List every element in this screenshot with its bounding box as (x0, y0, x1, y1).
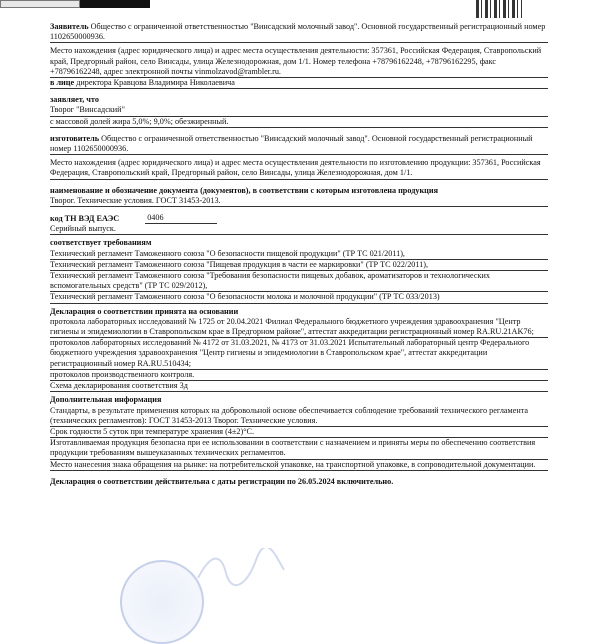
manufacturer-address (50, 158, 548, 179)
basis-item: протокола лабораторных исследований № 1725 от 20.04.2021 Филиал Федерального бюджетного учреждения здравоохранения "Центр гигиены и эпидемиологии в Ставропольском крае в Предгорном районе", аттестат аккредитации регистрационный номер RA.RU.21AK76; (50, 317, 548, 338)
additional-item: Стандарты, в результате применения которых на добровольной основе обеспечивается соблюдение требований технического регламента (технических регламентов): ГОСТ 31453-2013 Творог. Технические условия. (50, 406, 548, 427)
requirement-item: Технический регламент Таможенного союза "Пищевая продукция в части ее маркировки" (ТР ТС 022/2011), (50, 260, 548, 271)
requirement-item: Технический регламент Таможенного союза "Требования безопасности пищевых добавок, ароматизаторов и технологических вспомогательных средств" (ТР ТС 029/2012), (50, 271, 548, 292)
declares-section (50, 95, 548, 128)
applicant-section (50, 22, 548, 43)
director-label: в лице (50, 78, 75, 88)
manufacturer-text: Общество с ограниченной ответственностью "Винсадский молочный завод". Основной государственный регистрационный номер 1102650000936. (50, 133, 533, 154)
tnved-code: 0406 (145, 213, 217, 224)
applicant-address (50, 46, 548, 78)
serial-text: Серийный выпуск. (50, 224, 548, 235)
additional-item: Срок годности 5 суток при температуре хранения (4±2)°С. (50, 427, 548, 438)
applicant-address-text: Место нахождения (адрес юридического лица) и адрес места осуществления деятельности: 357361, Российская Федерация, Ставропольский край, Предгорный район, село Винсады, улица Железнодорожная, дом 1/1. Номер телефона +78796162248, +78796162295, факс +78796162248, адрес электронной почты vinmolzavod@rambler.ru. (50, 46, 542, 76)
basis-section (50, 307, 548, 393)
basis-item: протоколов лабораторных исследований № 4172 от 31.03.2021, № 4173 от 31.03.2021 Испытательный лабораторный центр Федерального бюджетного учреждения здравоохранения "Центр гигиены и эпидемиологии в Ставропольском крае", аттестат аккредитации регистрационный номер RA.RU.510434; (50, 338, 548, 370)
requirement-item: Технический регламент Таможенного союза "О безопасности молока и молочной продукции" (ТР ТС 033/2013) (50, 292, 548, 303)
qr-code (476, 0, 522, 18)
eac-logo (0, 0, 80, 8)
additional-item: Изготавливаемая продукция безопасна при ее использовании в соответствии с назначением и приняты меры по обеспечению соответствия продукции требованиям вышеуказанных технических регламентов. (50, 438, 548, 459)
validity-text: Декларация о соответствии действительна с даты регистрации по 26.05.2024 включительно. (50, 476, 394, 486)
product-detail: с массовой долей жира 5,0%; 9,0%; обезжиренный. (50, 117, 548, 128)
manufacturer-section (50, 134, 548, 155)
product-name: Творог "Винсадский" (50, 105, 548, 116)
declares-label: заявляет, что (50, 95, 99, 105)
additional-label: Дополнительная информация (50, 395, 162, 405)
requirements-label: соответствует требованиям (50, 238, 152, 248)
applicant-director (50, 78, 548, 89)
basis-label: Декларация о соответствии принята на основании (50, 306, 239, 316)
requirement-item: Технический регламент Таможенного союза "О безопасности пищевой продукции" (ТР ТС 021/2011), (50, 249, 548, 260)
manufacturer-address-text: Место нахождения (адрес юридического лица) и адрес места осуществления деятельности по изготовлению продукции: 357361, Российская Федерация, Ставропольский край, Предгорный район, село Винсады, улица Железнодорожная, дом 1/1. (50, 158, 541, 178)
manufacturer-label: изготовитель (50, 133, 100, 143)
tnved-label: код ТН ВЭД ЕАЭС (50, 214, 120, 224)
additional-item: Место нанесения знака обращения на рынке: на потребительской упаковке, на транспортной упаковке, в сопроводительной документации. (50, 460, 548, 471)
basis-item: Схема декларирования соответствия 3д (50, 381, 548, 392)
document-section (50, 186, 548, 207)
document-label: наименование и обозначение документа (документов), в соответствии с которым изготовлена продукция (50, 185, 439, 195)
requirements-section (50, 238, 548, 303)
applicant-label: Заявитель (50, 22, 89, 31)
signature (196, 548, 286, 588)
document-value: Творог. Технические условия. ГОСТ 31453-2013. (50, 196, 548, 207)
additional-section (50, 395, 548, 470)
director-text: директора Кравцова Владимира Николаевича (76, 78, 235, 88)
basis-item: протоколов производственного контроля. (50, 370, 548, 381)
applicant-text: Общество с ограниченной ответственностью "Винсадский молочный завод". Основной государственный регистрационный номер 1102650000936. (50, 22, 546, 42)
declaration-document (50, 22, 548, 487)
stamp-seal (120, 560, 204, 644)
tnved-section (50, 213, 548, 224)
